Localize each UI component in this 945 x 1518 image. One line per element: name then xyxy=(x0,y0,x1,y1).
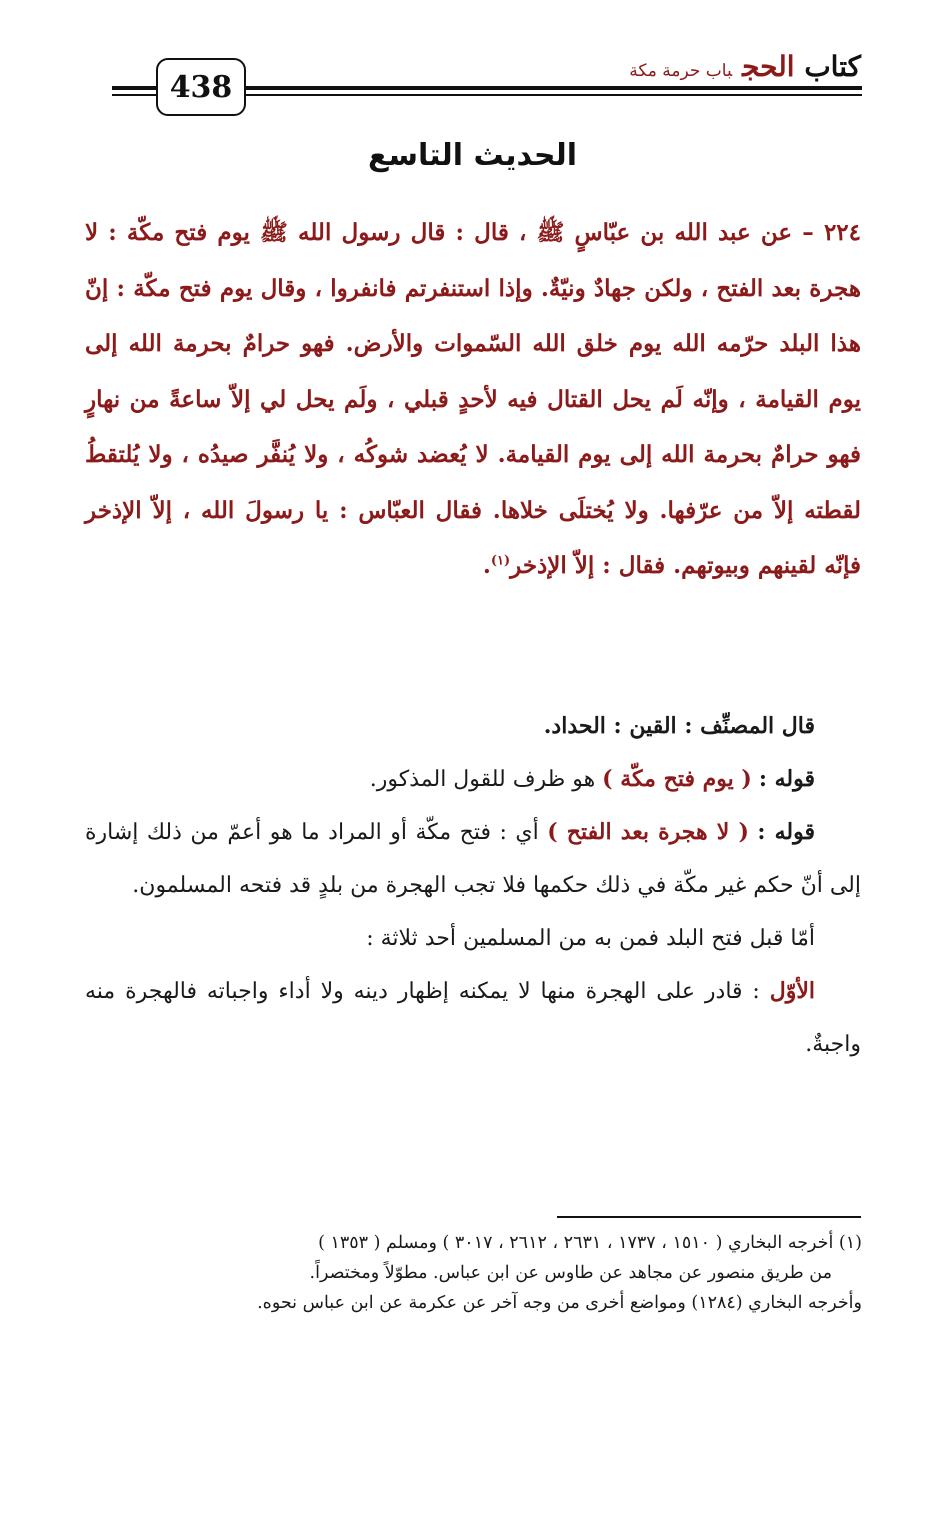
hadith-text xyxy=(85,205,861,594)
p2-label: قوله : xyxy=(758,766,815,792)
footnotes xyxy=(102,1228,862,1318)
p2-quote: ( يوم فتح مكّة ) xyxy=(602,766,752,792)
footnote-line-1: (١) أخرجه البخاري ( ١٥١٠ ، ١٧٣٧ ، ٢٦٣١ ، ٢٦١٢ ، ٣٠١٧ ) ومسلم ( ١٣٥٣ ) xyxy=(318,1233,862,1253)
hadith-end: . xyxy=(482,552,491,579)
commentary-p3 xyxy=(85,806,861,912)
p3-rest: أي : فتح مكّة أو المراد ما هو أعمّ من ذلك إشارة إلى أنّ حكم غير مكّة في ذلك حكمها فلا تجب الهجرة من بلدٍ قد فتحه المسلمون. xyxy=(85,820,861,898)
running-header xyxy=(629,50,861,83)
p2-rest: هو ظرف للقول المذكور. xyxy=(369,767,603,792)
author-note: قال المصنِّف : القين : الحداد. xyxy=(543,713,815,739)
chapter-title: باب حرمة مكة xyxy=(629,61,733,81)
hadith-body: – عن عبد الله بن عبّاسٍ ﷺ ، قال : قال رسول الله ﷺ يوم فتح مكّة : لا هجرة بعد الفتح ، ولكن جهادٌ ونيّةٌ. وإذا استنفرتم فانفروا ، وقال يوم فتح مكّة : إنّ هذا البلد حرّمه الله يوم خلق الله السّموات والأرض. فهو حرامٌ بحرمة الله إلى يوم القيامة ، وإنّه لَم يحل القتال فيه لأحدٍ قبلي ، ولَم يحل لي إلاّ ساعةً من نهارٍ فهو حرامٌ بحرمة الله إلى يوم القيامة. لا يُعضد شوكُه ، ولا يُنفَّر صيدُه ، ولا يُلتقطُ لقطته إلاّ من عرّفها. ولا يُختلَى خلاها. فقال العبّاس : يا رسولَ الله ، إلاّ الإذخر فإنّه لقينهم وبيوتهم. فقال : إلاّ الإذخر xyxy=(85,219,861,579)
section-title: الحديث التاسع xyxy=(367,138,578,173)
footnote-ref[interactable]: (١) xyxy=(490,553,511,569)
hadith-number: ٢٢٤ xyxy=(823,219,861,246)
p3-label: قوله : xyxy=(757,819,815,845)
page-number: 438 xyxy=(169,69,233,105)
page-number-box xyxy=(156,58,246,116)
book-title xyxy=(742,50,861,83)
commentary-p5 xyxy=(85,965,861,1071)
footnote-line-3: وأخرجه البخاري (١٢٨٤) ومواضع أخرى من وجه آخر عن عكرمة عن ابن عباس نحوه. xyxy=(257,1293,862,1313)
commentary-p4: أمّا قبل فتح البلد فمن به من المسلمين أحد ثلاثة : xyxy=(366,926,815,951)
p5-label: الأوّل xyxy=(769,978,815,1004)
book-title-prefix: كتاب xyxy=(794,50,861,83)
commentary-p2 xyxy=(85,753,861,806)
p3-quote: ( لا هجرة بعد الفتح ) xyxy=(547,819,749,845)
commentary xyxy=(85,700,861,1071)
commentary-p1 xyxy=(85,700,861,753)
footnote-line-2: من طريق منصور عن مجاهد عن طاوس عن ابن عباس. مطوّلاً ومختصراً. xyxy=(309,1263,832,1283)
p5-rest: : قادر على الهجرة منها لا يمكنه إظهار دينه ولا أداء واجباته فالهجرة منه واجبةٌ. xyxy=(85,979,861,1057)
footnote-rule xyxy=(557,1216,861,1218)
book-title-accent: الحج xyxy=(742,50,795,83)
